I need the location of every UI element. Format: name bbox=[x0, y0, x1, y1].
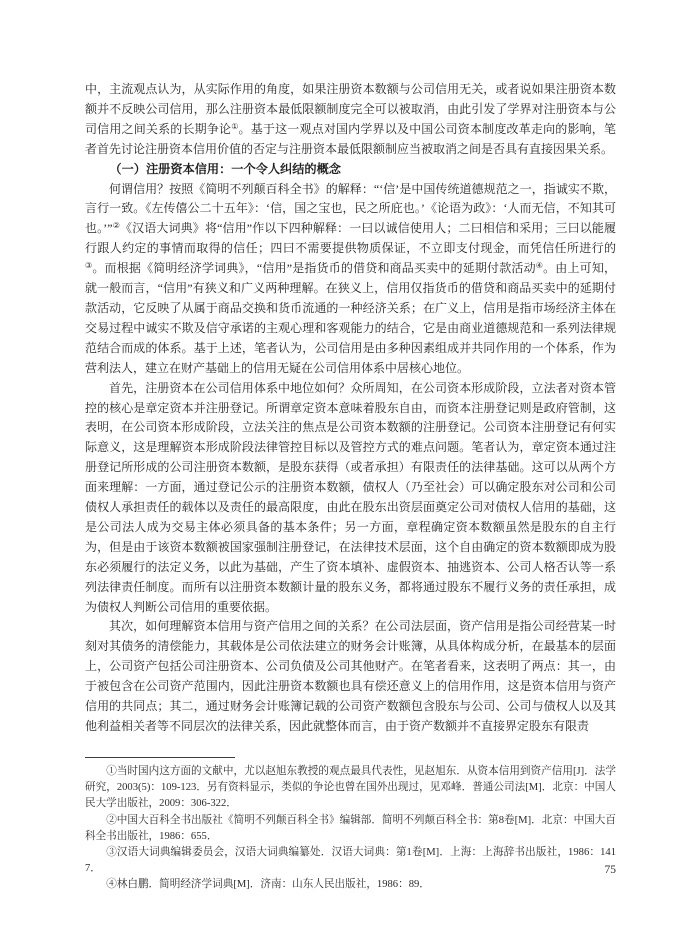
paragraph-credit-concept: 何谓信用？按照《简明不列颠百科全书》的解释：“‘信’是中国传统道德规范之一，指诚实不欺，言行一致。《左传僖公二十五年》：‘信，国之宝也，民之所庇也。’《论语为政》：‘人而无信，不知其可也。’”②《汉语大词典》将“信用”作以下四种解释：一曰以诚信使用人；二曰相信和采用；三曰以能履行跟人约定的事情而取得的信任；四曰不需要提供物质保证，不立即支付现金，而凭信任所进行的③。而根据《简明经济学词典》，“信用”是指货币的借贷和商品买卖中的延期付款活动④。由上可知，就一般而言，“信用”有狭义和广义两种理解。在狭义上，信用仅指货币的借贷和商品买卖中的延期付款活动，它反映了从属于商品交换和货币流通的一种经济关系；在广义上，信用是指市场经济主体在交易过程中诚实不欺及信守承诺的主观心理和客观能力的结合，它是由商业道德规范和一系列法律规范结合而成的体系。基于上述，笔者认为，公司信用是由多种因素组成并共同作用的一个体系，作为营利法人，建立在财产基础上的信用无疑在公司信用体系中居核心地位。 bbox=[85, 181, 617, 375]
section-heading: （一）注册资本信用：一个令人纠结的概念 bbox=[109, 161, 341, 176]
article-body bbox=[85, 80, 616, 737]
footnote-divider bbox=[85, 757, 235, 758]
paragraph-intro: 中，主流观点认为，从实际作用的角度，如果注册资本数额与公司信用无关，或者说如果注册资本数额并不反映公司信用，那么注册资本最低限额制度完全可以被取消，由此引发了学界对注册资本与公司信用之间关系的长期争论①。基于这一观点对国内学界以及中国公司资本制度改革走向的影响，笔者首先讨论注册资本信用价值的否定与注册资本最低限额制应当被取消之间是否具有直接因果关系。 bbox=[85, 82, 616, 156]
footnote-ref: ③ bbox=[85, 261, 93, 271]
footnote-item-4: ④林白鹏．简明经济学词典[M]．济南：山东人民出版社，1986：89． bbox=[106, 879, 430, 891]
footnote-item-3: ③汉语大词典编辑委员会，汉语大词典编纂处．汉语大词典：第1卷[M]．上海：上海辞书出版社，1986：1417． bbox=[85, 847, 616, 875]
page-number: 75 bbox=[604, 864, 616, 876]
paragraph-first-point: 首先，注册资本在公司信用体系中地位如何？众所周知，在公司资本形成阶段，立法者对资本管控的核心是章定资本并注册登记。所谓章定资本意味着股东自由，而资本注册登记则是政府管制，这表明，在公司资本形成阶段，立法关注的焦点是公司资本数额的注册登记。公司资本注册登记有何实际意义，这是理解资本形成阶段法律管控目标以及管控方式的难点问题。笔者认为，章定资本通过注册登记所形成的公司注册资本数额，是股东获得（或者承担）有限责任的法律基础。这可以从两个方面来理解：一方面，通过登记公示的注册资本数额，债权人（乃至社会）可以确定股东对公司和公司债权人承担责任的载体以及责任的最高限度，由此在股东出资层面奠定公司对债权人信用的基础，这是公司法人成为交易主体必须具备的基本条件；另一方面，章程确定资本数额虽然是股东的自主行为，但是由于该资本数额被国家强制注册登记，在法律技术层面，这个自由确定的资本数额即成为股东必须履行的法定义务，以此为基础，产生了资本填补、虚假资本、抽逃资本、公司人格否认等一系列法律责任制度。而所有以注册资本数额计量的股东义务，都将通过股东不履行义务的责任承担，成为债权人判断公司信用的重要依据。 bbox=[85, 380, 616, 614]
footnote-ref: ④ bbox=[535, 261, 544, 271]
footnote-item-1: ①当时国内这方面的文献中，尤以赵旭东教授的观点最具代表性，见赵旭东．从资本信用到资产信用[J]．法学研究，2003(5)：109-123．另有资料显示，类似的争论也曾在国外出现过，见邓峰．普通公司法[M]．北京：中国人民大学出版社，2009：306-322． bbox=[85, 766, 616, 810]
footnote-ref: ② bbox=[112, 221, 121, 231]
paragraph-second-point: 其次，如何理解资本信用与资产信用之间的关系？在公司法层面，资产信用是指公司经营某一时刻对其债务的清偿能力，其载体是公司依法建立的财务会计账簿，从具体构成分析，在最基本的层面上，公司资产包括公司注册资本、公司负债及公司其他财产。在笔者看来，这表明了两点：其一，由于被包含在公司资产范围内，因此注册资本数额也具有偿还意义上的信用作用，这是资本信用与资产信用的共同点；其二，通过财务会计账簿记载的公司资产数额包含股东与公司、公司与债权人以及其他利益相关者等不同层次的法律关系，因此就整体而言，由于资产数额并不直接界定股东有限责 bbox=[85, 619, 616, 733]
footnote-ref: ① bbox=[231, 121, 239, 131]
footnote-item-2: ②中国大百科全书出版社《简明不列颠百科全书》编辑部．简明不列颠百科全书：第8卷[M]．北京：中国大百科全书出版社，1986：655． bbox=[85, 814, 616, 842]
